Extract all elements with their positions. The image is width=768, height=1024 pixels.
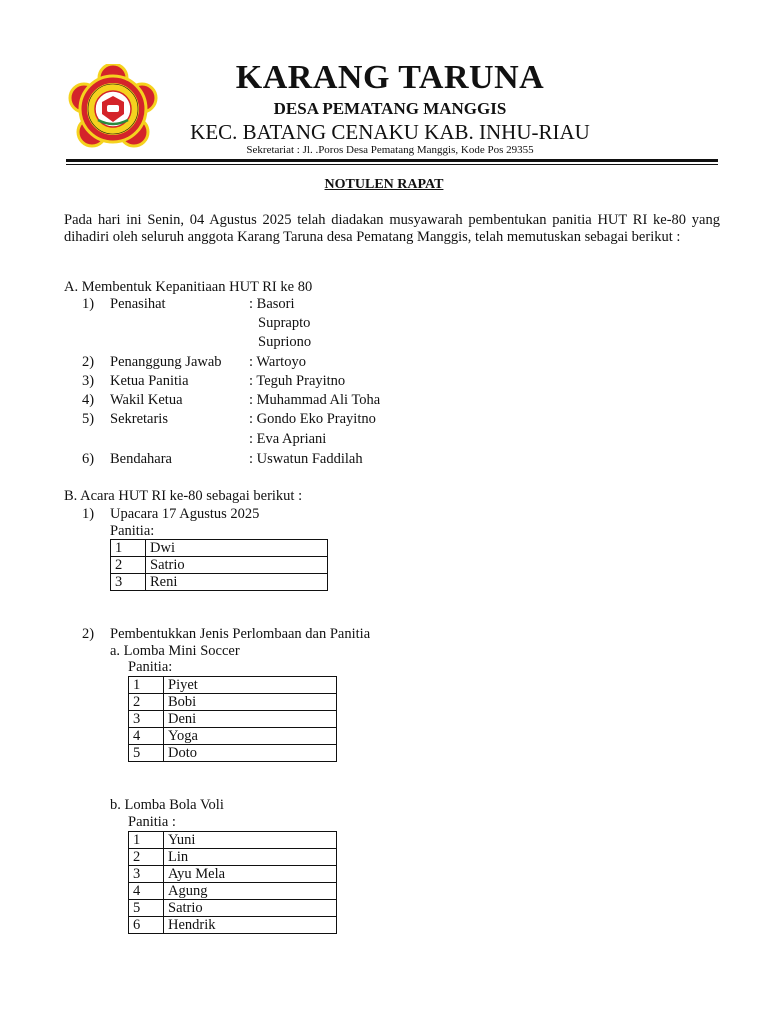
- event-no: 1): [82, 506, 95, 522]
- row-name: Satrio: [164, 900, 337, 917]
- committee-role: Sekretaris: [110, 411, 168, 427]
- secretariat-address: Sekretariat : Jl. .Poros Desa Pematang Manggis, Kode Pos 29355: [246, 144, 534, 156]
- committee-no: 4): [82, 392, 95, 408]
- table-row: [129, 728, 337, 745]
- event-no: 2): [82, 626, 95, 642]
- table-row: [111, 557, 328, 574]
- desa-name: DESA PEMATANG MANGGIS: [273, 99, 507, 118]
- committee-name: : Muhammad Ali Toha: [249, 392, 381, 408]
- row-number: 5: [129, 745, 164, 762]
- row-name: Yoga: [164, 728, 337, 745]
- row-number: 2: [129, 849, 164, 866]
- row-name: Deni: [164, 711, 337, 728]
- committee-name: : Eva Apriani: [249, 431, 327, 447]
- table-row: [129, 832, 337, 849]
- row-number: 1: [129, 832, 164, 849]
- row-number: 5: [129, 900, 164, 917]
- row-name: Doto: [164, 745, 337, 762]
- row-number: 2: [111, 557, 146, 574]
- committee-name: : Teguh Prayitno: [249, 373, 346, 389]
- section-a-title: A. Membentuk Kepanitiaan HUT RI ke 80: [64, 279, 313, 295]
- row-number: 6: [129, 917, 164, 934]
- committee-role: Penanggung Jawab: [110, 354, 222, 370]
- mini-soccer-panitia-table: [128, 676, 337, 762]
- committee-role: Wakil Ketua: [110, 392, 183, 408]
- table-row: [129, 711, 337, 728]
- kecamatan-name: KEC. BATANG CENAKU KAB. INHU-RIAU: [190, 120, 590, 144]
- committee-no: 1): [82, 296, 95, 312]
- committee-no: 6): [82, 451, 95, 467]
- row-number: 1: [129, 677, 164, 694]
- committee-no: 5): [82, 411, 95, 427]
- event-title: Upacara 17 Agustus 2025: [110, 506, 260, 522]
- upacara-panitia-table: [110, 539, 328, 591]
- row-name: Agung: [164, 883, 337, 900]
- committee-role: Bendahara: [110, 451, 172, 467]
- committee-name: : Gondo Eko Prayitno: [249, 411, 376, 427]
- row-number: 3: [129, 866, 164, 883]
- row-number: 2: [129, 694, 164, 711]
- row-name: Lin: [164, 849, 337, 866]
- table-row: [111, 540, 328, 557]
- panitia-label: Panitia:: [128, 659, 173, 675]
- row-name: Ayu Mela: [164, 866, 337, 883]
- letterhead-divider-thin: [66, 164, 718, 165]
- lomba-label: b. Lomba Bola Voli: [110, 797, 224, 813]
- row-name: Satrio: [146, 557, 328, 574]
- row-name: Bobi: [164, 694, 337, 711]
- row-name: Reni: [146, 574, 328, 591]
- table-row: [129, 883, 337, 900]
- table-row: [129, 677, 337, 694]
- document-heading: NOTULEN RAPAT: [324, 177, 444, 192]
- table-row: [129, 866, 337, 883]
- committee-name: Supriono: [258, 334, 312, 350]
- committee-name: Suprapto: [258, 315, 311, 331]
- karang-taruna-logo: [68, 64, 158, 154]
- bola-voli-panitia-table: [128, 831, 337, 934]
- row-number: 3: [129, 711, 164, 728]
- committee-no: 3): [82, 373, 95, 389]
- section-b-title: B. Acara HUT RI ke-80 sebagai berikut :: [64, 488, 303, 504]
- committee-no: 2): [82, 354, 95, 370]
- row-name: Piyet: [164, 677, 337, 694]
- row-name: Dwi: [146, 540, 328, 557]
- table-row: [129, 849, 337, 866]
- committee-name: : Wartoyo: [249, 354, 306, 370]
- row-number: 4: [129, 728, 164, 745]
- event-title: Pembentukkan Jenis Perlombaan dan Panitia: [110, 626, 371, 642]
- letterhead-divider-thick: [66, 159, 718, 162]
- org-title: KARANG TARUNA: [235, 59, 545, 96]
- lomba-label: a. Lomba Mini Soccer: [110, 643, 240, 659]
- table-row: [111, 574, 328, 591]
- intro-paragraph: Pada hari ini Senin, 04 Agustus 2025 telah diadakan musyawarah pembentukan panitia HUT RI ke-80 yang dihadiri oleh seluruh anggota Karang Taruna desa Pematang Manggis, telah memutuskan sebagai berikut :: [64, 212, 720, 245]
- panitia-label: Panitia :: [128, 814, 176, 830]
- panitia-label: Panitia:: [110, 523, 155, 539]
- committee-role: Penasihat: [110, 296, 166, 312]
- committee-role: Ketua Panitia: [110, 373, 189, 389]
- row-number: 3: [111, 574, 146, 591]
- table-row: [129, 900, 337, 917]
- row-number: 4: [129, 883, 164, 900]
- committee-name: : Basori: [249, 296, 295, 312]
- table-row: [129, 917, 337, 934]
- row-name: Yuni: [164, 832, 337, 849]
- row-number: 1: [111, 540, 146, 557]
- row-name: Hendrik: [164, 917, 337, 934]
- table-row: [129, 694, 337, 711]
- table-row: [129, 745, 337, 762]
- committee-name: : Uswatun Faddilah: [249, 451, 363, 467]
